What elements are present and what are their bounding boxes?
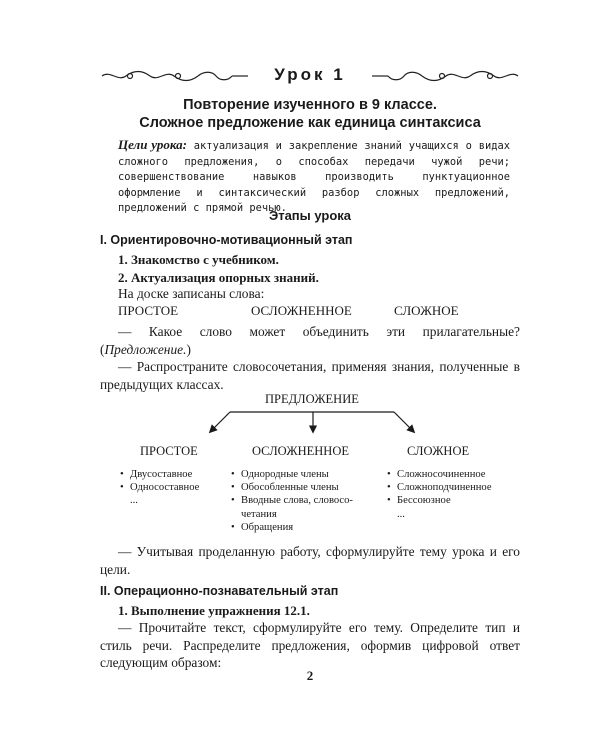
- question-1-end: ): [186, 341, 191, 357]
- lesson-title-line-1: Повторение изученного в 9 классе.: [183, 97, 437, 113]
- stage-2-text: — Прочитайте текст, сформулируйте его тему. Определите тип и стиль речи. Распределите предложения, оформив цифровой ответ следующим образом:: [100, 620, 520, 670]
- question-2: — Распространите словосочетания, применяя знания, полученные в предыдущих классах.: [100, 359, 520, 392]
- diagram-list-simple: [120, 468, 230, 508]
- board-text: На доске записаны слова:: [118, 286, 265, 301]
- arrow-to-simple: [210, 412, 230, 432]
- lesson-number: Урок 1: [274, 65, 346, 84]
- sentence-types-diagram: [100, 390, 520, 540]
- board-word-complicated: ОСЛОЖНЕННОЕ: [251, 303, 352, 318]
- page-number: 2: [306, 668, 314, 683]
- list-item: • Сложносочиненное: [387, 468, 520, 481]
- board-word-complex: СЛОЖНОЕ: [394, 303, 459, 318]
- list-item: • Бессоюзное: [387, 494, 520, 507]
- list-item: • Сложноподчиненное: [387, 481, 520, 494]
- list-item: • Однородные члены: [231, 468, 381, 481]
- list-item-more: ...: [130, 495, 138, 507]
- diagram-branch-complex: СЛОЖНОЕ: [407, 444, 470, 458]
- diagram-branch-complicated: ОСЛОЖНЕННОЕ: [252, 444, 349, 458]
- list-item: • Вводные слова, словосо-: [231, 494, 381, 507]
- after-diagram-text: — Учитывая проделанную работу, сформулируйте тему урока и его цели.: [100, 544, 520, 577]
- ornament-right-icon: [370, 68, 520, 84]
- list-item: • Обращения: [231, 521, 381, 534]
- stage-2-item-1: 1. Выполнение упражнения 12.1.: [118, 603, 310, 618]
- stage-1-item-2: 2. Актуализация опорных знаний.: [118, 270, 319, 285]
- list-item: • Односоставное: [120, 481, 230, 494]
- arrow-to-complex: [394, 412, 414, 432]
- question-1-text: — Какое слово может объединить эти прилагательные? (: [100, 324, 520, 357]
- goals-label: Цели урока:: [118, 137, 187, 152]
- stage-1-item-1: 1. Знакомство с учебником.: [118, 252, 279, 267]
- lesson-heading-row: [100, 64, 520, 88]
- list-item-more: ...: [397, 508, 405, 520]
- list-item: • Двусоставное: [120, 468, 230, 481]
- stages-heading: Этапы урока: [268, 208, 352, 223]
- stage-1-heading: I. Ориентировочно-мотивационный этап: [100, 233, 353, 247]
- diagram-list-complex: [387, 468, 520, 521]
- stage-2-heading: II. Операционно-познавательный этап: [100, 584, 339, 598]
- diagram-branch-simple: ПРОСТОЕ: [140, 444, 198, 458]
- lesson-title-line-2: Сложное предложение как единица синтаксиса: [139, 115, 481, 131]
- list-item-continuation: четания: [241, 508, 277, 520]
- question-1-answer: Предложение.: [104, 341, 187, 357]
- diagram-list-complicated: [231, 468, 381, 534]
- goals-text: актуализация и закрепление знаний учащихся о видах сложного предложения, о способах передачи чужой речи; совершенствование навыков производить пунктуационное оформление и синтаксический разбор сложных предложений, предложений с прямой речью.: [118, 140, 510, 215]
- board-word-simple: ПРОСТОЕ: [118, 303, 179, 318]
- lesson-goals: [118, 137, 510, 217]
- diagram-root: ПРЕДЛОЖЕНИЕ: [265, 392, 359, 406]
- question-1: [100, 323, 520, 358]
- list-item: • Обособленные члены: [231, 481, 381, 494]
